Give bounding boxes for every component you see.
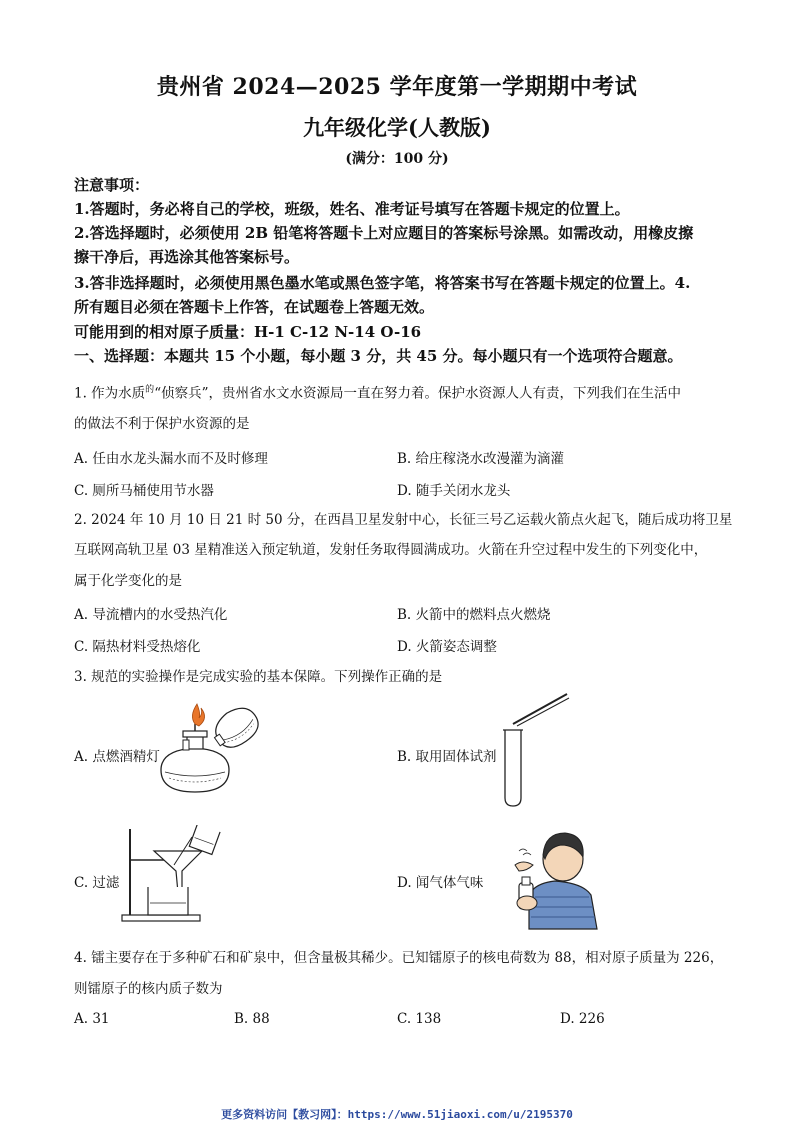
- footer-link[interactable]: 更多资料访问【教习网】：https://www.51jiaoxi.com/u/2195370: [221, 1108, 573, 1121]
- q1-option-d: D. 随手关闭水龙头: [397, 483, 511, 499]
- q1-option-b: B. 给庄稼浇水改漫灌为滴灌: [397, 451, 565, 467]
- q4-stem-line-1: 4. 镭主要存在于多种矿石和矿泉中，但含量极其稀少。已知镭原子的核电荷数为 88，相对原子质量为 226，: [74, 950, 724, 966]
- q2-stem-line-1: 2. 2024 年 10 月 10 日 21 时 50 分，在西昌卫星发射中心，长征三号乙运载火箭点火起飞，随后成功将卫星: [74, 512, 733, 528]
- notes-heading: 注意事项：: [74, 176, 150, 194]
- q4-option-b: B. 88: [234, 1011, 270, 1027]
- test-tube-solid-reagent-image: [495, 690, 575, 810]
- q1-stem-part-b: “侦察兵”，贵州省水文水资源局一直在努力着。保护水资源人人有责，下列我们在生活中: [154, 385, 681, 402]
- filtration-setup-image: [118, 825, 228, 925]
- full-score: (满分：100 分): [345, 151, 449, 167]
- q2-option-a: A. 导流槽内的水受热汽化: [74, 607, 228, 623]
- q2-stem-line-2: 互联网高轨卫星 03 星精准送入预定轨道，发射任务取得圆满成功。火箭在升空过程中发生的下列变化中，: [74, 542, 708, 558]
- q2-stem-line-3: 属于化学变化的是: [74, 573, 182, 589]
- q1-option-c: C. 厕所马桶使用节水器: [74, 483, 214, 499]
- q2-option-b: B. 火箭中的燃料点火燃烧: [397, 607, 551, 623]
- q4-stem-line-2: 则镭原子的核内质子数为: [74, 981, 223, 997]
- q2-option-d: D. 火箭姿态调整: [397, 639, 497, 655]
- q1-stem-sup: 的: [145, 385, 155, 395]
- q3-option-c: C. 过滤: [74, 875, 120, 891]
- q4-option-d: D. 226: [560, 1011, 605, 1027]
- q3-option-a: A. 点燃酒精灯: [74, 749, 160, 765]
- q1-stem-line-2: 的做法不利于保护水资源的是: [74, 416, 250, 432]
- smelling-gas-person-image: [505, 825, 605, 930]
- exam-subtitle: 九年级化学(人教版): [303, 115, 491, 140]
- alcohol-lamp-lighting-image: [155, 700, 265, 800]
- q4-option-c: C. 138: [397, 1011, 442, 1027]
- note-1: 1.答题时，务必将自己的学校，班级，姓名、准考证号填写在答题卡规定的位置上。: [74, 200, 630, 218]
- q3-option-d: D. 闻气体气味: [397, 875, 484, 891]
- q1-stem-line-1: [74, 380, 734, 404]
- q1-stem-part-a: 1. 作为水质: [74, 385, 146, 402]
- note-2-line-1: 2.答选择题时，必须使用 2B 铅笔将答题卡上对应题目的答案标号涂黑。如需改动，用橡皮擦: [74, 224, 694, 242]
- q3-option-b: B. 取用固体试剂: [397, 749, 497, 765]
- atomic-mass-note: 可能用到的相对原子质量：H-1 C-12 N-14 O-16: [74, 323, 422, 341]
- q4-option-a: A. 31: [74, 1011, 110, 1027]
- note-2-line-2: 擦干净后，再选涂其他答案标号。: [74, 248, 300, 266]
- q2-option-c: C. 隔热材料受热熔化: [74, 639, 201, 655]
- q1-option-a: A. 任由水龙头漏水而不及时修理: [74, 451, 268, 467]
- note-3-line-1: 3.答非选择题时，必须使用黑色墨水笔或黑色签字笔，将答案书写在答题卡规定的位置上。4.: [74, 274, 691, 292]
- section-1-heading: 一、选择题：本题共 15 个小题，每小题 3 分，共 45 分。每小题只有一个选项符合题意。: [74, 347, 683, 365]
- q3-stem: 3. 规范的实验操作是完成实验的基本保障。下列操作正确的是: [74, 669, 443, 685]
- exam-title: 贵州省 2024—2025 学年度第一学期期中考试: [156, 74, 638, 100]
- note-3-line-2: 所有题目必须在答题卡上作答，在试题卷上答题无效。: [74, 298, 435, 316]
